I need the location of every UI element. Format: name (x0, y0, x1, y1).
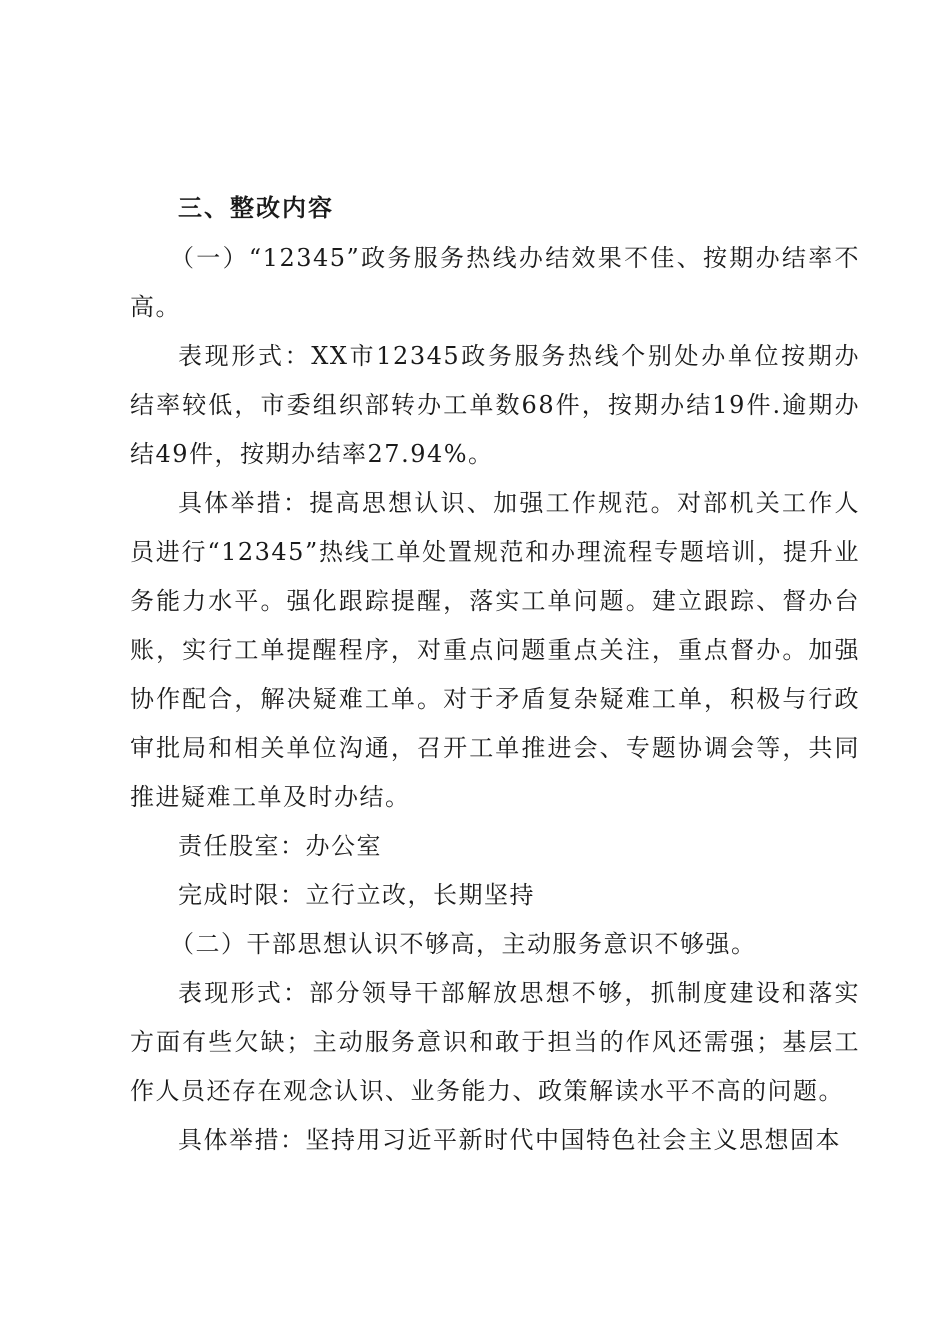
paragraph-issue-1-deadline: 完成时限：立行立改，长期坚持 (178, 881, 535, 909)
paragraph-issue-1-measures: 具体举措：提高思想认识、加强工作规范。对部机关工作人员进行“12345”热线工单处置规范和办理流程专题培训，提升业务能力水平。强化跟踪提醒，落实工单问题。建立跟踪、督办台账，实行工单提醒程序，对重点问题重点关注，重点督办。加强协作配合，解决疑难工单。对于矛盾复杂疑难工单，积极与行政审批局和相关单位沟通，召开工单推进会、专题协调会等，共同推进疑难工单及时办结。 (130, 489, 860, 811)
paragraph-issue-1-title: （一）“12345”政务服务热线办结效果不佳、按期办结率不高。 (130, 244, 860, 321)
paragraph-issue-1-manifestation: 表现形式：XX市12345政务服务热线个别处办单位按期办结率较低，市委组织部转办工单数68件，按期办结19件.逾期办结49件，按期办结率27.94%。 (130, 342, 860, 468)
paragraph-issue-2-title: （二）干部思想认识不够高，主动服务意识不够强。 (170, 930, 757, 958)
paragraph-issue-2-manifestation: 表现形式：部分领导干部解放思想不够，抓制度建设和落实方面有些欠缺；主动服务意识和敢于担当的作风还需强；基层工作人员还存在观念认识、业务能力、政策解读水平不高的问题。 (130, 979, 860, 1105)
paragraph-issue-2-measures: 具体举措：坚持用习近平新时代中国特色社会主义思想固本 (178, 1126, 841, 1154)
document-body (130, 186, 860, 1165)
paragraph-issue-1-responsible-office: 责任股室：办公室 (178, 832, 382, 860)
section-heading: 三、整改内容 (178, 194, 334, 222)
